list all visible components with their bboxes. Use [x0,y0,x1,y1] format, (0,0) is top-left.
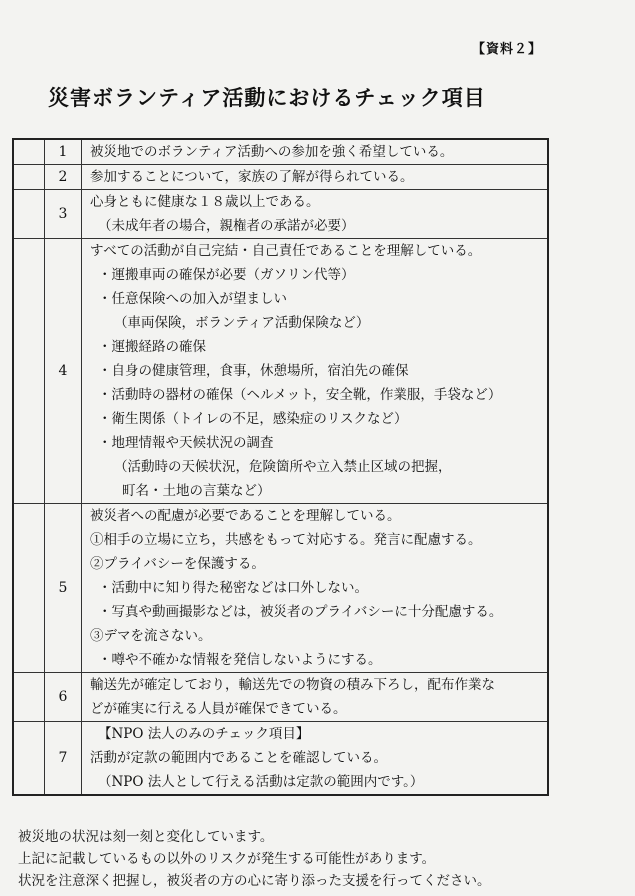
item-number: 1 [45,139,82,165]
item-line: 【NPO 法人のみのチェック項目】 [98,726,310,742]
checklist-row [13,239,548,504]
item-number: 4 [45,239,82,504]
item-line: 心身ともに健康な１８歳以上である。 [90,194,320,210]
checkbox-cell [13,139,45,165]
item-line: （活動時の天候状況，危険箇所や立入禁止区域の把握， [114,459,452,475]
item-description [82,722,549,796]
item-line: （未成年者の場合，親権者の承諾が必要） [98,218,355,234]
footer-line: 上記に記載しているもの以外のリスクが発生する可能性があります。 [18,851,436,867]
item-line: ・運搬経路の確保 [98,339,206,355]
footer-note [18,826,491,892]
item-line: ・運搬車両の確保が必要（ガソリン代等） [98,267,355,283]
item-description [82,673,549,722]
item-line: ・活動中に知り得た秘密などは口外しない。 [98,580,368,596]
item-line: どが確実に行える人員が確保できている。 [90,701,347,717]
item-line: ・写真や動画撮影などは，被災者のプライバシーに十分配慮する。 [98,604,503,620]
checklist-row [13,504,548,673]
item-description [82,190,549,239]
checklist-row [13,165,548,190]
checklist-row [13,673,548,722]
footer-line: 状況を注意深く把握し，被災者の方の心に寄り添った支援を行ってください。 [18,873,491,889]
item-line: （車両保険，ボランティア活動保険など） [114,315,370,331]
item-line: ・自身の健康管理，食事，休憩場所，宿泊先の確保 [98,363,409,379]
item-number: 6 [45,673,82,722]
item-line: すべての活動が自己完結・自己責任であることを理解している。 [90,243,482,259]
item-description [82,239,549,504]
item-line: ③デマを流さない。 [90,628,212,644]
item-line: 輸送先が確定しており，輸送先での物資の積み下ろし，配布作業な [90,677,495,693]
checkbox-cell [13,239,45,504]
item-line: ・地理情報や天候状況の調査 [98,435,274,451]
item-description [82,139,549,165]
item-line: 参加することについて，家族の了解が得られている。 [90,169,414,185]
checklist-body [13,139,548,795]
document-tag: 【資料２】 [472,42,543,57]
item-line: ・衛生関係（トイレの不足，感染症のリスクなど） [98,411,408,427]
item-number: 5 [45,504,82,673]
item-line: （NPO 法人として行える活動は定款の範囲内です。） [98,774,424,790]
footer-line: 被災地の状況は刻一刻と変化しています。 [18,829,274,845]
document-title: 災害ボランティア活動におけるチェック項目 [48,86,486,110]
item-line: 町名・土地の言葉など） [122,483,271,499]
item-line: ②プライバシーを保護する。 [90,556,265,572]
checkbox-cell [13,673,45,722]
checklist-row [13,722,548,796]
item-description [82,504,549,673]
item-description [82,165,549,190]
checklist-table [12,138,549,796]
checkbox-cell [13,722,45,796]
checklist-row [13,139,548,165]
item-line: ・活動時の器材の確保（ヘルメット，安全靴，作業服，手袋など） [98,387,502,403]
checkbox-cell [13,165,45,190]
item-line: 被災地でのボランティア活動への参加を強く希望している。 [90,144,454,160]
item-line: 被災者への配慮が必要であることを理解している。 [90,508,401,524]
item-line: ・任意保険への加入が望ましい [98,291,287,307]
item-line: 活動が定款の範囲内であることを確認している。 [90,750,387,766]
item-number: 3 [45,190,82,239]
checkbox-cell [13,190,45,239]
item-line: ・噂や不確かな情報を発信しないようにする。 [98,652,382,668]
checklist-row [13,190,548,239]
item-number: 2 [45,165,82,190]
item-line: ①相手の立場に立ち，共感をもって対応する。発言に配慮する。 [90,532,482,548]
checkbox-cell [13,504,45,673]
item-number: 7 [45,722,82,796]
